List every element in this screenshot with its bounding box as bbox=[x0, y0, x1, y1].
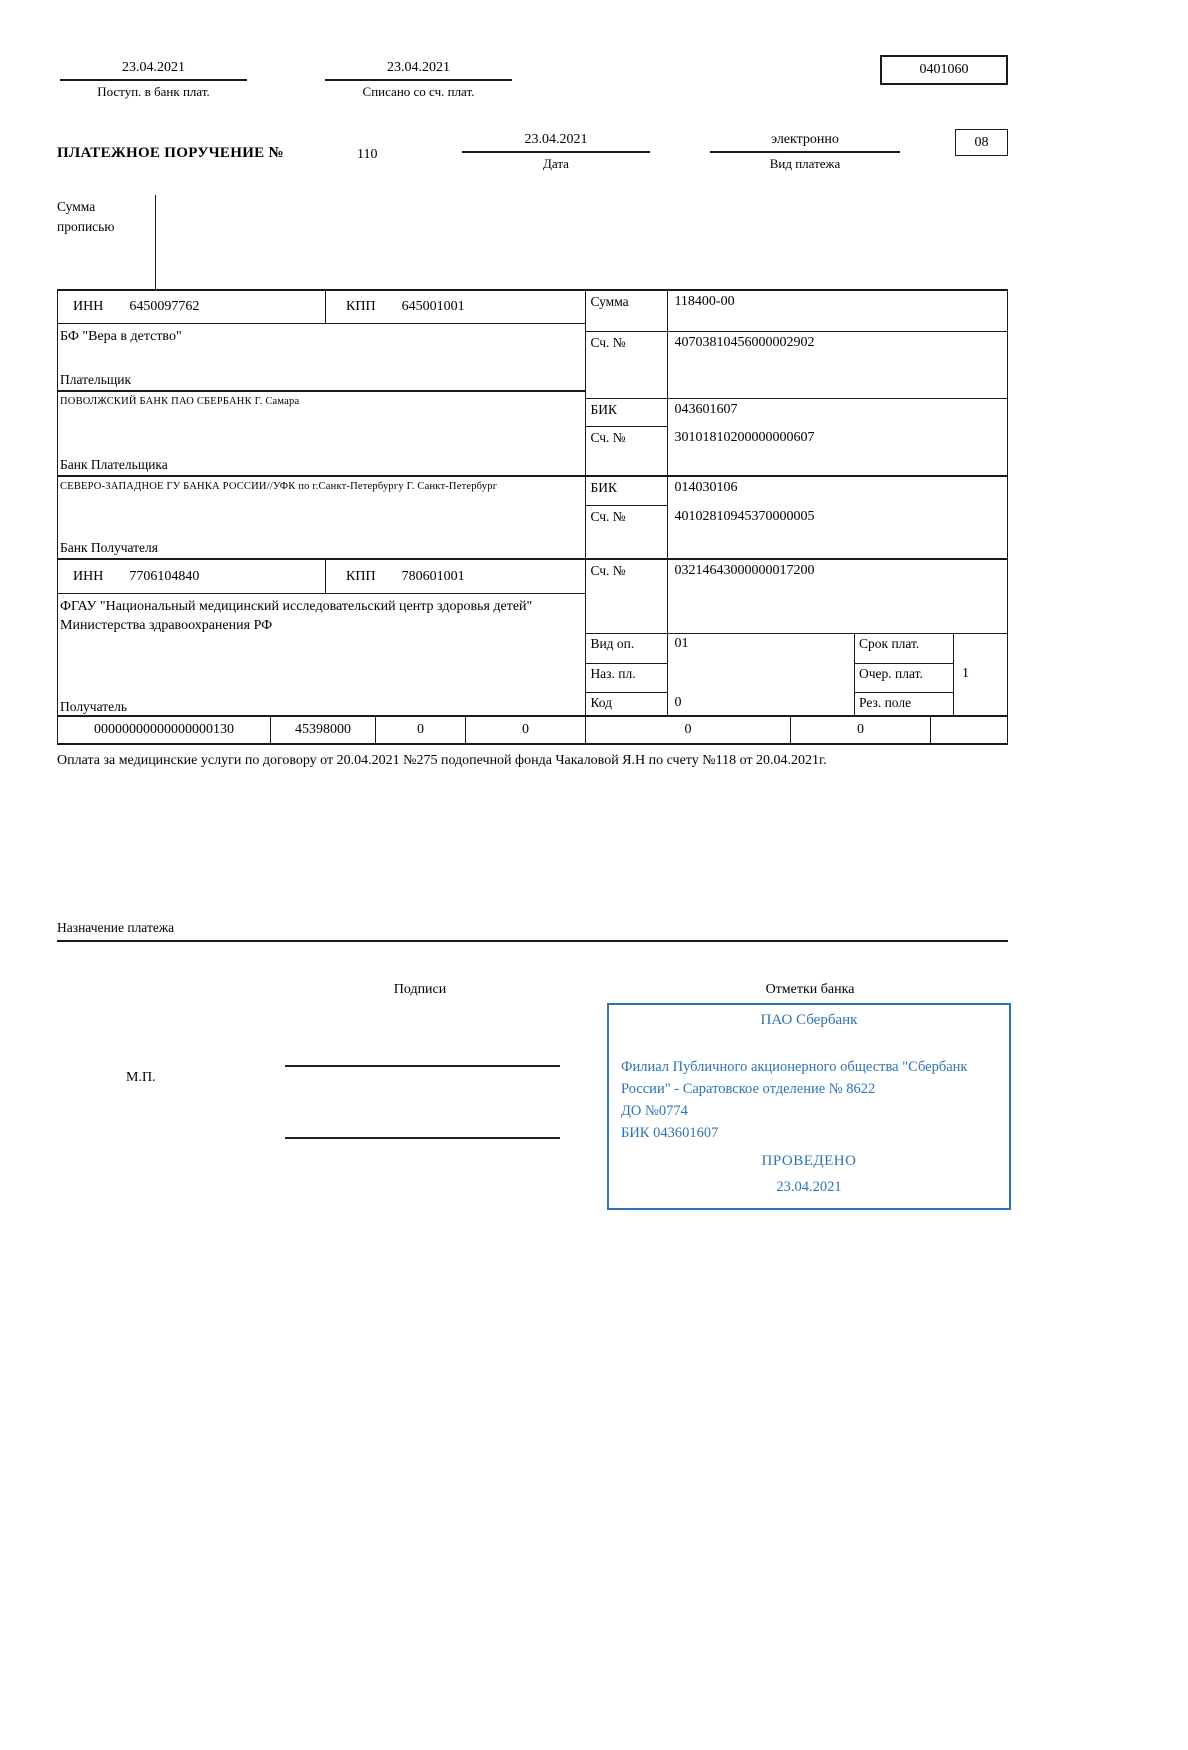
sum-value: 118400-00 bbox=[674, 294, 735, 309]
payment-kind-group bbox=[710, 132, 900, 172]
left-column bbox=[58, 291, 585, 717]
sum-label: Сумма bbox=[586, 291, 668, 331]
due-date-label: Срок плат. bbox=[854, 634, 954, 664]
received-date-group bbox=[60, 60, 247, 100]
document-number: 110 bbox=[357, 147, 378, 162]
beneficiary-section-label: Получатель bbox=[60, 699, 128, 714]
op-kind-row bbox=[586, 634, 1007, 664]
payment-kind-label: Вид платежа bbox=[769, 156, 841, 171]
bank-stamp bbox=[607, 1003, 1011, 1210]
main-form-table bbox=[57, 289, 1008, 717]
signature-line-2 bbox=[285, 1137, 560, 1139]
payer-bank-bik-value: 043601607 bbox=[674, 402, 738, 417]
nazpl-row bbox=[586, 664, 1007, 693]
doc-num-cell: 0 bbox=[586, 717, 791, 743]
kbk-cell: 00000000000000000130 bbox=[58, 717, 271, 743]
beneficiary-bank-name: СЕВЕРО-ЗАПАДНОЕ ГУ БАНКА РОССИИ//УФК по г.Санкт-Петербургу Г. Санкт-Петербург bbox=[60, 481, 498, 492]
payer-account-label: Сч. № bbox=[586, 332, 668, 398]
payer-bank-bik-row bbox=[586, 399, 1007, 427]
stamp-status: ПРОВЕДЕНО bbox=[761, 1153, 857, 1169]
beneficiary-bank-block bbox=[58, 477, 585, 560]
empty-cell bbox=[931, 717, 1007, 743]
seal-place-label: М.П. bbox=[126, 1070, 156, 1085]
reserve-value bbox=[954, 693, 1007, 717]
beneficiary-account-value: 03214643000000017200 bbox=[674, 563, 815, 578]
oktmo-cell: 45398000 bbox=[271, 717, 376, 743]
beneficiary-bank-account-value: 40102810945370000005 bbox=[674, 509, 815, 524]
signatures-header: Подписи bbox=[393, 982, 447, 997]
sum-row bbox=[586, 291, 1007, 332]
beneficiary-account-label: Сч. № bbox=[586, 560, 668, 633]
payer-inn-cell bbox=[58, 291, 325, 323]
payer-section-label: Плательщик bbox=[60, 372, 132, 387]
payer-bank-block bbox=[58, 392, 585, 477]
beneficiary-kpp-cell bbox=[325, 560, 585, 593]
beneficiary-bank-section-label: Банк Получателя bbox=[60, 540, 158, 555]
budget-codes-row bbox=[57, 715, 1008, 745]
purpose-label-block bbox=[57, 920, 1008, 942]
payer-kpp-value: 645001001 bbox=[401, 299, 465, 314]
beneficiary-kpp-label: КПП bbox=[346, 568, 376, 584]
signature-line-1 bbox=[285, 1065, 560, 1067]
beneficiary-block bbox=[58, 594, 585, 717]
payer-inn-label: ИНН bbox=[73, 299, 104, 314]
payer-bank-account-value: 30101810200000000607 bbox=[674, 430, 815, 445]
payer-inn-kpp-row bbox=[58, 291, 585, 324]
beneficiary-bank-bik-value: 014030106 bbox=[674, 480, 738, 495]
payer-kpp-cell bbox=[325, 291, 585, 323]
priority-label: Очер. плат. bbox=[854, 664, 954, 693]
payer-bank-section-label: Банк Плательщика bbox=[60, 457, 168, 472]
code-value: 0 bbox=[674, 695, 682, 710]
stamp-bank-name: ПАО Сбербанк bbox=[760, 1012, 858, 1028]
beneficiary-inn-label: ИНН bbox=[73, 568, 104, 584]
payer-bank-account-label: Сч. № bbox=[586, 427, 668, 475]
amount-words-divider bbox=[155, 195, 156, 289]
stamp-office: ДО №0774 bbox=[621, 1103, 688, 1119]
payer-inn-value: 6450097762 bbox=[129, 299, 200, 314]
beneficiary-bank-account-label: Сч. № bbox=[586, 506, 668, 558]
beneficiary-kpp-value: 780601001 bbox=[401, 568, 465, 584]
beneficiary-inn-value: 7706104840 bbox=[129, 568, 200, 584]
doc-date-cell: 0 bbox=[791, 717, 931, 743]
form-code-box: 0401060 bbox=[880, 55, 1008, 85]
beneficiary-bank-bik-label: БИК bbox=[586, 477, 668, 506]
beneficiary-bank-account-row bbox=[586, 506, 1007, 560]
debited-date-label: Списано со сч. плат. bbox=[362, 84, 475, 99]
payer-kpp-label: КПП bbox=[346, 299, 376, 314]
payer-name: БФ "Вера в детство" bbox=[60, 329, 182, 344]
priority-value: 1 bbox=[962, 666, 969, 681]
status-code-box: 08 bbox=[955, 129, 1008, 156]
purpose-text: Оплата за медицинские услуги по договору от 20.04.2021 №275 подопечной фонда Чакаловой Я.Н по счету №118 от 20.04.2021г. bbox=[57, 753, 827, 768]
beneficiary-inn-cell bbox=[58, 560, 325, 593]
payer-account-row bbox=[586, 332, 1007, 399]
debited-date-group bbox=[325, 60, 512, 100]
due-date-value bbox=[954, 634, 1007, 664]
basis-cell: 0 bbox=[376, 717, 466, 743]
payer-bank-bik-label: БИК bbox=[586, 399, 668, 427]
date-label: Дата bbox=[543, 156, 569, 171]
right-column bbox=[585, 291, 1007, 717]
beneficiary-inn-kpp-row bbox=[58, 560, 585, 594]
purpose-label: Назначение платежа bbox=[57, 920, 175, 935]
bank-marks-header: Отметки банка bbox=[765, 982, 855, 997]
payment-kind-value: электронно bbox=[710, 132, 900, 153]
date-group bbox=[462, 132, 650, 172]
beneficiary-bank-bik-row bbox=[586, 477, 1007, 506]
received-date-value: 23.04.2021 bbox=[60, 60, 247, 81]
op-kind-label: Вид оп. bbox=[586, 634, 668, 664]
beneficiary-name: ФГАУ "Национальный медицинский исследовательский центр здоровья детей" Министерства здравоохранения РФ bbox=[60, 599, 533, 633]
code-label: Код bbox=[586, 693, 668, 717]
stamp-branch: Филиал Публичного акционерного общества "Сбербанк России" - Саратовское отделение № 8622 bbox=[621, 1059, 968, 1097]
payer-bank-name: ПОВОЛЖСКИЙ БАНК ПАО СБЕРБАНК Г. Самара bbox=[60, 396, 300, 407]
beneficiary-account-row bbox=[586, 560, 1007, 634]
period-cell: 0 bbox=[466, 717, 586, 743]
stamp-date: 23.04.2021 bbox=[776, 1179, 842, 1195]
nazpl-label: Наз. пл. bbox=[586, 664, 668, 693]
stamp-bik: БИК 043601607 bbox=[621, 1125, 719, 1141]
date-value: 23.04.2021 bbox=[462, 132, 650, 153]
payer-bank-account-row bbox=[586, 427, 1007, 477]
code-row bbox=[586, 693, 1007, 717]
nazpl-value bbox=[668, 664, 854, 693]
payer-block bbox=[58, 324, 585, 392]
received-date-label: Поступ. в банк плат. bbox=[97, 84, 210, 99]
reserve-label: Рез. поле bbox=[854, 693, 954, 717]
op-kind-value: 01 bbox=[674, 636, 689, 651]
document-title: ПЛАТЕЖНОЕ ПОРУЧЕНИЕ № bbox=[57, 145, 284, 161]
amount-words-label: Сумма прописью bbox=[57, 199, 115, 234]
debited-date-value: 23.04.2021 bbox=[325, 60, 512, 81]
payer-account-value: 40703810456000002902 bbox=[674, 335, 815, 350]
